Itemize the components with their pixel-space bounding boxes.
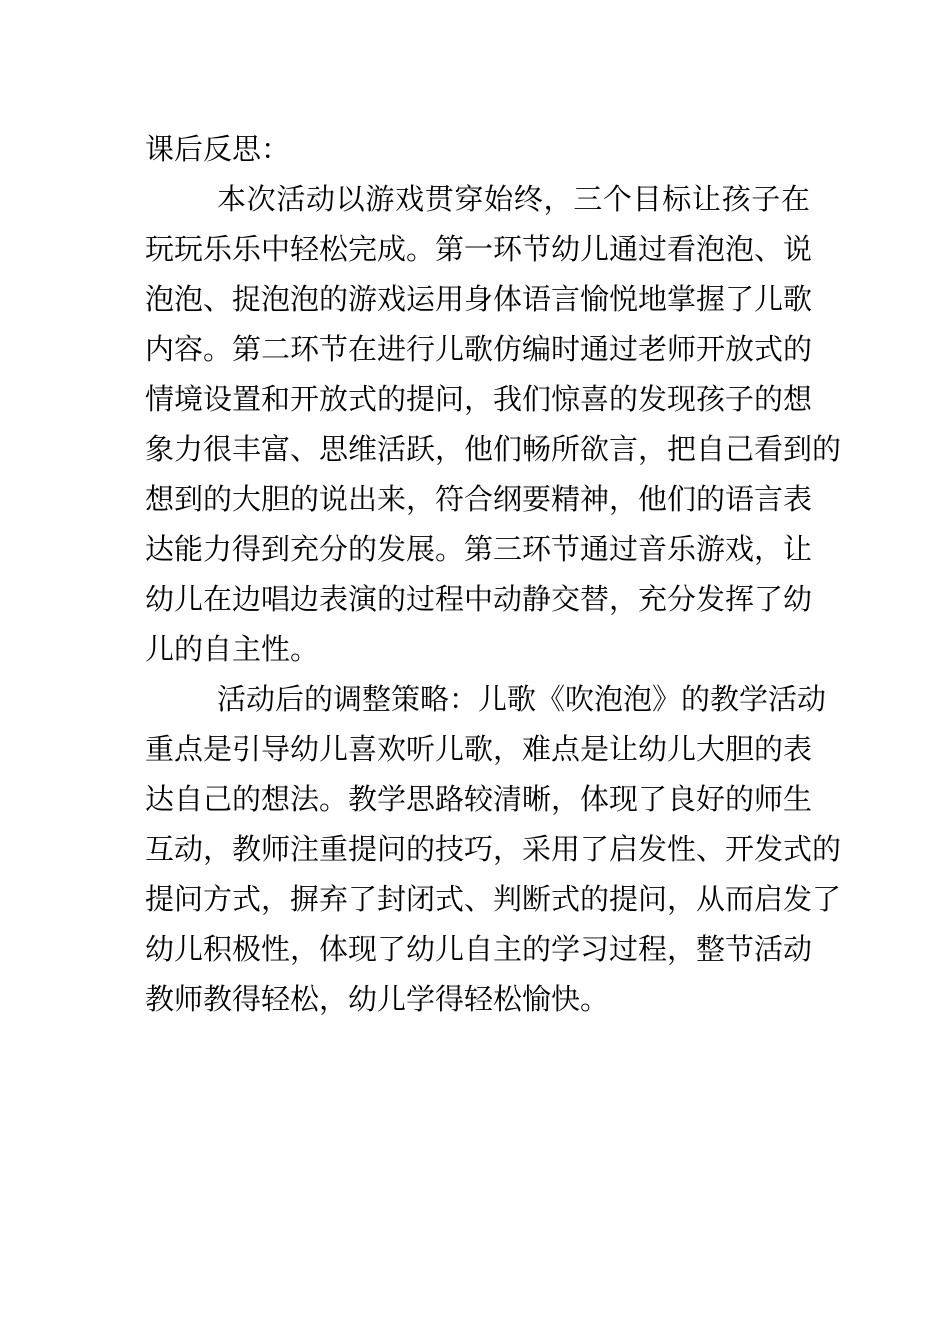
paragraph-line: 情境设置和开放式的提问，我们惊喜的发现孩子的想	[145, 382, 813, 416]
paragraph-line: 想到的大胆的说出来，符合纲要精神，他们的语言表	[145, 482, 813, 516]
paragraph-line: 泡泡、捉泡泡的游戏运用身体语言愉悦地掌握了儿歌	[145, 282, 813, 316]
paragraph-line: 互动，教师注重提问的技巧，采用了启发性、开发式的	[145, 832, 842, 866]
paragraph-reflection	[145, 174, 842, 674]
paragraph-line: 儿的自主性。	[145, 632, 320, 666]
paragraph-line: 内容。第二环节在进行儿歌仿编时通过老师开放式的	[145, 332, 813, 366]
paragraph-line: 达能力得到充分的发展。第三环节通过音乐游戏，让	[145, 532, 813, 566]
section-heading: 课后反思：	[145, 132, 291, 166]
paragraph-line: 幼儿在边唱边表演的过程中动静交替，充分发挥了幼	[145, 582, 813, 616]
paragraph-line: 玩玩乐乐中轻松完成。第一环节幼儿通过看泡泡、说	[145, 232, 813, 266]
paragraph-line: 提问方式，摒弃了封闭式、判断式的提问，从而启发了	[145, 882, 842, 916]
paragraph-line: 幼儿积极性，体现了幼儿自主的学习过程，整节活动	[145, 932, 813, 966]
paragraph-line: 教师教得轻松，幼儿学得轻松愉快。	[145, 982, 610, 1016]
paragraph-line: 活动后的调整策略：儿歌《吹泡泡》的教学活动	[217, 682, 827, 716]
paragraph-line: 象力很丰富、思维活跃，他们畅所欲言，把自己看到的	[145, 432, 842, 466]
paragraph-line: 达自己的想法。教学思路较清晰，体现了良好的师生	[145, 782, 813, 816]
paragraph-line: 重点是引导幼儿喜欢听儿歌，难点是让幼儿大胆的表	[145, 732, 813, 766]
paragraph-adjustment	[145, 674, 842, 1024]
paragraph-line: 本次活动以游戏贯穿始终，三个目标让孩子在	[217, 182, 810, 216]
document-body	[145, 124, 842, 1024]
